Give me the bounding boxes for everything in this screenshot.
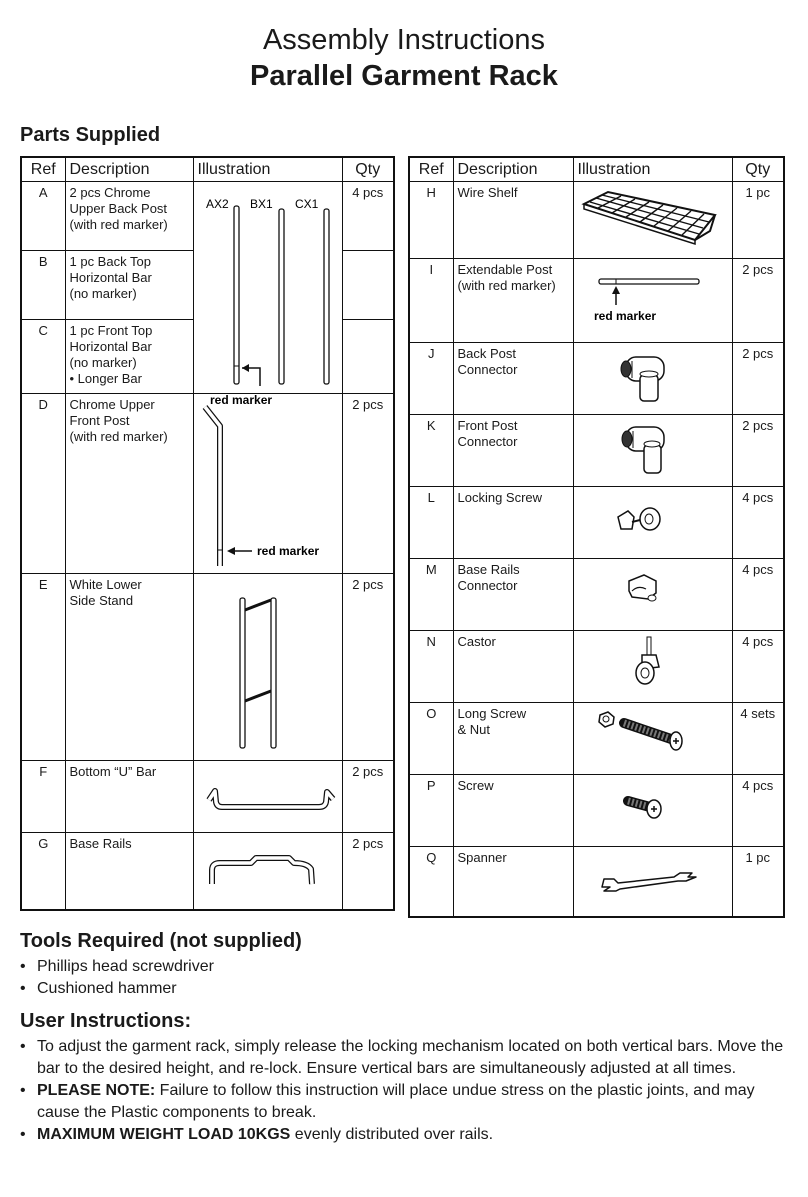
- screw-image: [574, 775, 733, 847]
- table-row: [409, 559, 784, 631]
- locking-screw-image: [574, 487, 733, 559]
- part-ref: P: [409, 775, 453, 847]
- part-ref: H: [409, 182, 453, 259]
- desc-line: 1 pc Front Top: [69, 323, 153, 338]
- part-qty: 2 pcs: [732, 343, 784, 415]
- part-ref: D: [21, 394, 65, 574]
- tools-heading: Tools Required (not supplied): [20, 930, 302, 952]
- desc-line: 1 pc Back Top: [69, 254, 151, 269]
- locking-screw-illustration: [573, 487, 732, 559]
- stand-leg-right: [271, 598, 276, 748]
- table-row: [409, 847, 784, 917]
- table-header-row: [21, 157, 394, 182]
- part-qty: 4 sets: [732, 703, 784, 775]
- table-row: [21, 182, 394, 251]
- long-screw-illustration: [573, 703, 732, 775]
- extendable-post-illustration: [573, 259, 732, 343]
- desc-line: Horizontal Bar: [69, 339, 152, 354]
- desc-line: 2 pcs Chrome: [69, 185, 151, 200]
- table-row: [21, 761, 394, 833]
- wire-shelf-image: [574, 182, 733, 259]
- u-bar-illustration: [193, 761, 342, 833]
- desc-line: Locking Screw: [457, 490, 543, 505]
- clip-foot: [648, 595, 656, 601]
- desc-line: Castor: [457, 634, 496, 649]
- desc-line: Screw: [457, 778, 494, 793]
- list-item: [20, 1080, 795, 1124]
- table-row: [409, 415, 784, 487]
- table-row: [409, 775, 784, 847]
- part-description: [453, 259, 573, 343]
- desc-line: Back Post: [457, 346, 517, 361]
- red-marker-label: red marker: [256, 544, 319, 558]
- part-qty: 1 pc: [732, 182, 784, 259]
- base-rails-connector-illustration: [573, 559, 732, 631]
- part-description: [453, 415, 573, 487]
- max-weight-label: MAXIMUM WEIGHT LOAD 10KGS: [37, 1126, 291, 1143]
- bar-bx1: [279, 209, 284, 384]
- socket-rim: [644, 441, 660, 447]
- part-description: [453, 847, 573, 917]
- desc-line: Horizontal Bar: [69, 270, 152, 285]
- desc-line: Base Rails: [69, 836, 132, 851]
- side-stand-illustration: [193, 574, 342, 761]
- desc-line: Spanner: [457, 850, 507, 865]
- connector-end: [621, 361, 631, 377]
- part-ref: E: [21, 574, 65, 761]
- connector-end: [622, 431, 632, 447]
- header-ref: Ref: [21, 157, 65, 182]
- tools-list: [20, 956, 795, 1000]
- base-rails-illustration: [193, 833, 342, 910]
- part-description: [453, 559, 573, 631]
- screw-knob: [618, 511, 634, 529]
- part-description: [65, 320, 193, 394]
- desc-line: Connector: [457, 362, 518, 377]
- base-rails-image: [194, 833, 343, 910]
- desc-line: Base Rails: [457, 562, 520, 577]
- part-ref: I: [409, 259, 453, 343]
- desc-line: (no marker): [69, 286, 137, 301]
- castor-illustration: [573, 631, 732, 703]
- table-header-row: [409, 157, 784, 182]
- part-description: [453, 182, 573, 259]
- desc-line: Wire Shelf: [457, 185, 518, 200]
- please-note-text: Failure to follow this instruction will place undue stress on the plastic joints, and may cause the Plastic components to break.: [37, 1082, 755, 1121]
- desc-line: Connector: [457, 434, 518, 449]
- wheel-hub: [641, 668, 649, 678]
- desc-line: (with red marker): [457, 278, 556, 293]
- list-item: [20, 1124, 795, 1146]
- wire-shelf-illustration: [573, 182, 732, 259]
- part-ref: O: [409, 703, 453, 775]
- part-qty: 4 pcs: [732, 775, 784, 847]
- label-bx1: BX1: [249, 197, 273, 211]
- extendable-post-image: [574, 259, 733, 343]
- part-ref: Q: [409, 847, 453, 917]
- desc-line: • Longer Bar: [69, 371, 142, 386]
- part-qty: 2 pcs: [342, 761, 394, 833]
- desc-line: Front Post: [457, 418, 518, 433]
- header-qty: Qty: [342, 157, 394, 182]
- table-row: [409, 487, 784, 559]
- part-qty: 4 pcs: [732, 487, 784, 559]
- part-qty: 2 pcs: [342, 833, 394, 910]
- part-ref: K: [409, 415, 453, 487]
- desc-line: Chrome Upper: [69, 397, 155, 412]
- back-connector-image: [574, 343, 733, 415]
- part-qty: 1 pc: [732, 847, 784, 917]
- table-row: [21, 394, 394, 574]
- part-ref: C: [21, 320, 65, 394]
- spanner-illustration: [573, 847, 732, 917]
- desc-line: Bottom “U” Bar: [69, 764, 157, 779]
- part-description: [65, 574, 193, 761]
- header-description: Description: [65, 157, 193, 182]
- header-ref: Ref: [409, 157, 453, 182]
- post-ax2: [234, 206, 239, 384]
- label-ax2: AX2: [205, 197, 229, 211]
- list-item: • Phillips head screwdriver: [20, 956, 795, 978]
- instructions-list: [20, 1036, 795, 1146]
- part-ref: F: [21, 761, 65, 833]
- header-illustration: Illustration: [193, 157, 342, 182]
- stand-leg-left: [240, 598, 245, 748]
- posts-illustration: [193, 182, 342, 407]
- back-post-connector-illustration: [573, 343, 732, 415]
- part-ref: M: [409, 559, 453, 631]
- table-row: [409, 343, 784, 415]
- part-ref: A: [21, 182, 65, 251]
- spanner-image: [574, 847, 733, 917]
- table-row: [409, 703, 784, 775]
- desc-line: Upper Back Post: [69, 201, 168, 216]
- stand-brace: [245, 600, 271, 610]
- desc-line: Extendable Post: [457, 262, 553, 277]
- arrow-icon: [242, 368, 260, 386]
- part-description: [65, 394, 193, 574]
- part-description: [453, 487, 573, 559]
- arrowhead-icon: [227, 547, 235, 555]
- list-item: • Cushioned hammer: [20, 978, 795, 1000]
- collar-hole: [645, 514, 653, 524]
- header-illustration: Illustration: [573, 157, 732, 182]
- desc-line: (with red marker): [69, 217, 168, 232]
- spanner-outline: [602, 873, 696, 891]
- title-line-1: Assembly Instructions: [262, 24, 546, 56]
- red-marker-label: red marker: [593, 309, 656, 323]
- part-qty: 2 pcs: [732, 259, 784, 343]
- part-qty: 2 pcs: [732, 415, 784, 487]
- long-screw-image: [574, 703, 733, 775]
- nut-hole: [603, 716, 609, 722]
- desc-line: Side Stand: [69, 593, 134, 608]
- user-instructions-heading: User Instructions:: [20, 1010, 192, 1032]
- part-description: [453, 631, 573, 703]
- front-post-outline: [205, 407, 220, 566]
- red-marker-label: red marker: [209, 393, 272, 407]
- header-description: Description: [453, 157, 573, 182]
- bar-cx1: [324, 209, 329, 384]
- part-ref: L: [409, 487, 453, 559]
- label-cx1: CX1: [294, 197, 318, 211]
- screw-illustration: [573, 775, 732, 847]
- table-row: [409, 182, 784, 259]
- front-post-connector-illustration: [573, 415, 732, 487]
- front-connector-image: [574, 415, 733, 487]
- part-qty: 4 pcs: [732, 559, 784, 631]
- castor-stem: [647, 637, 651, 655]
- desc-line: Connector: [457, 578, 518, 593]
- u-bar-outline: [209, 791, 333, 807]
- part-qty: [342, 320, 394, 394]
- part-description: [65, 251, 193, 320]
- part-description: [65, 833, 193, 910]
- front-post-image: [194, 394, 343, 574]
- header-qty: Qty: [732, 157, 784, 182]
- part-description: [453, 775, 573, 847]
- connector-socket: [640, 375, 658, 401]
- arrowhead-icon: [242, 364, 249, 372]
- desc-line: & Nut: [457, 722, 491, 737]
- part-description: [453, 703, 573, 775]
- part-ref: G: [21, 833, 65, 910]
- part-description: [65, 182, 193, 251]
- base-rails-fill: [212, 858, 312, 884]
- part-ref: N: [409, 631, 453, 703]
- part-description: [65, 761, 193, 833]
- part-qty: 2 pcs: [342, 394, 394, 574]
- front-post-illustration: [193, 394, 342, 574]
- please-note-label: PLEASE NOTE:: [37, 1082, 156, 1099]
- title-line-2: Parallel Garment Rack: [250, 60, 558, 92]
- max-weight-text: evenly distributed over rails.: [290, 1126, 494, 1143]
- table-row: [21, 574, 394, 761]
- castor-image: [574, 631, 733, 703]
- table-row: [21, 833, 394, 910]
- parts-table-left: [20, 156, 395, 911]
- desc-line: (no marker): [69, 355, 137, 370]
- table-row: [409, 259, 784, 343]
- side-stand-image: [194, 574, 343, 761]
- part-ref: B: [21, 251, 65, 320]
- part-qty: 2 pcs: [342, 574, 394, 761]
- parts-table-right: [408, 156, 785, 918]
- arrowhead-icon: [612, 286, 620, 294]
- desc-line: Front Post: [69, 413, 130, 428]
- parts-supplied-heading: Parts Supplied: [20, 124, 161, 146]
- socket-rim: [640, 371, 658, 377]
- part-description: [453, 343, 573, 415]
- part-qty: [342, 251, 394, 320]
- connector-socket: [644, 445, 661, 473]
- part-qty: 4 pcs: [342, 182, 394, 251]
- upper-posts-image: [194, 182, 343, 407]
- desc-line: (with red marker): [69, 429, 168, 444]
- u-bar-image: [194, 761, 343, 833]
- extendable-post-bar: [599, 279, 699, 284]
- list-item: • To adjust the garment rack, simply release the locking mechanism located on both vertical bars. Move the bar to the desired height, and re-lock. Ensure vertical bars are simultaneously adjusted at all times.: [20, 1036, 795, 1080]
- stand-brace: [245, 691, 271, 701]
- desc-line: White Lower: [69, 577, 142, 592]
- table-row: [409, 631, 784, 703]
- desc-line: Long Screw: [457, 706, 527, 721]
- rails-connector-image: [574, 559, 733, 631]
- part-qty: 4 pcs: [732, 631, 784, 703]
- part-ref: J: [409, 343, 453, 415]
